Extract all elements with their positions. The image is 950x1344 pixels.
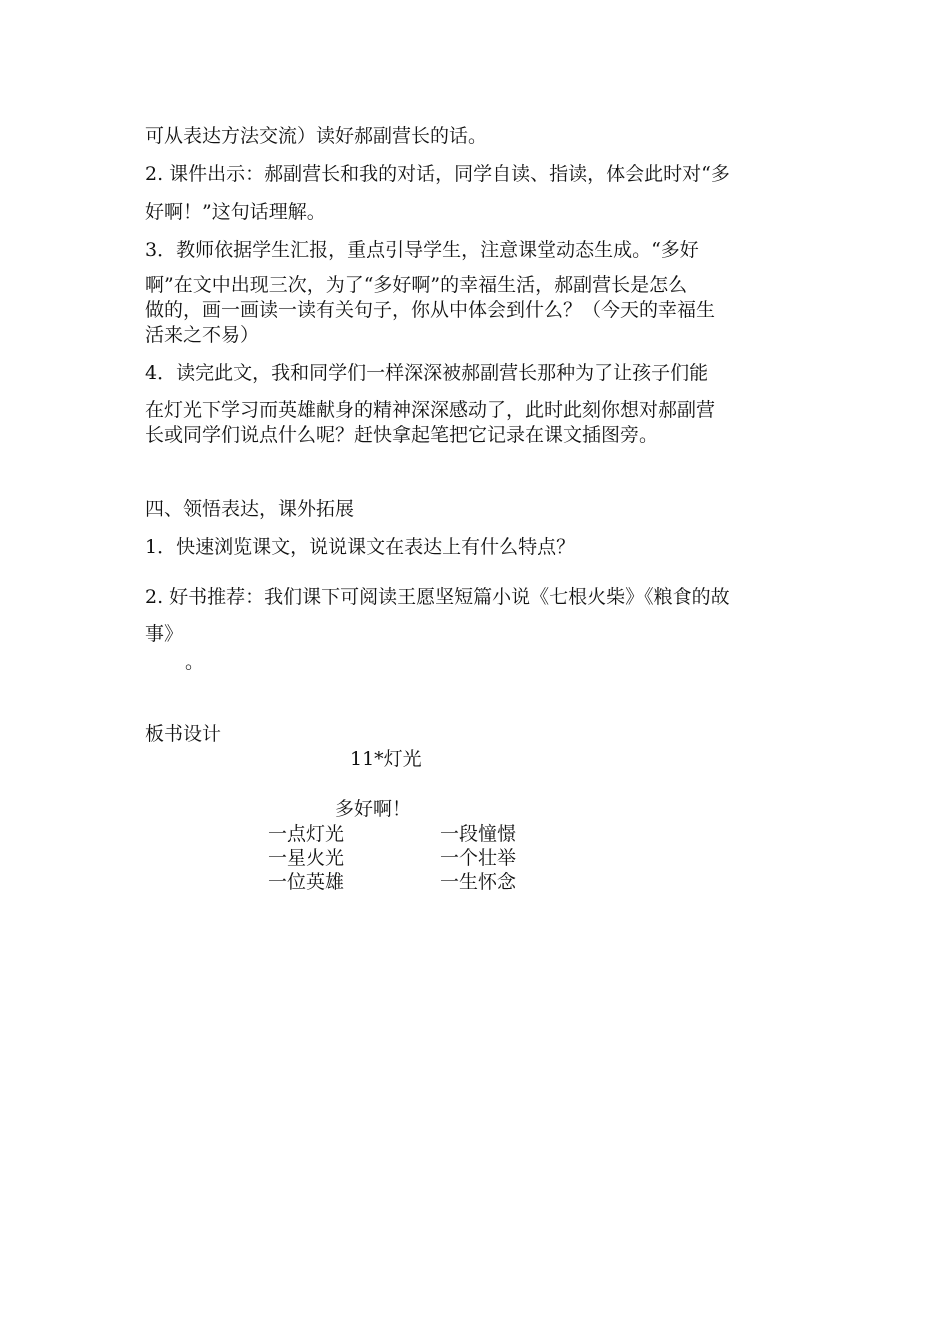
list-item-2-line: 事》	[145, 623, 184, 645]
list-item-4-line: 长或同学们说点什么呢？赶快拿起笔把它记录在课文插图旁。	[145, 424, 659, 446]
board-title: 11*灯光	[350, 748, 422, 770]
paragraph-line: 可从表达方法交流）读好郝副营长的话。	[145, 125, 488, 147]
board-right-item: 一段憧憬	[440, 823, 517, 845]
board-right-item: 一个壮举	[440, 847, 517, 869]
list-item-1: 1．快速浏览课文，说说课文在表达上有什么特点？	[145, 536, 576, 558]
board-left-item: 一位英雄	[268, 871, 345, 893]
list-item-2-line: 好啊！”这句话理解。	[145, 201, 326, 223]
board-left-item: 一点灯光	[268, 823, 345, 845]
section-heading: 四、领悟表达，课外拓展	[145, 498, 355, 520]
board-center-phrase: 多好啊！	[335, 798, 412, 820]
list-item-3-line: 啊”在文中出现三次，为了“多好啊”的幸福生活，郝副营长是怎么	[145, 274, 688, 296]
list-item-3-line: 做的，画一画读一读有关句子，你从中体会到什么？（今天的幸福生	[145, 299, 716, 321]
list-item-4-line: 在灯光下学习而英雄献身的精神深深感动了，此时此刻你想对郝副营	[145, 399, 716, 421]
board-heading: 板书设计	[145, 723, 222, 745]
list-item-3-line: 3．教师依据学生汇报，重点引导学生，注意课堂动态生成。“多好	[145, 239, 699, 261]
list-item-4-line: 4．读完此文，我和同学们一样深深被郝副营长那种为了让孩子们能	[145, 362, 709, 384]
list-item-3-line: 活来之不易）	[145, 324, 260, 346]
list-item-2-line: 2. 课件出示：郝副营长和我的对话，同学自读、指读，体会此时对“多	[145, 163, 730, 185]
list-item-2-line: 2. 好书推荐：我们课下可阅读王愿坚短篇小说《七根火柴》《粮食的故	[145, 586, 730, 608]
stray-period: 。	[185, 651, 205, 673]
board-left-item: 一星火光	[268, 847, 345, 869]
board-right-item: 一生怀念	[440, 871, 517, 893]
